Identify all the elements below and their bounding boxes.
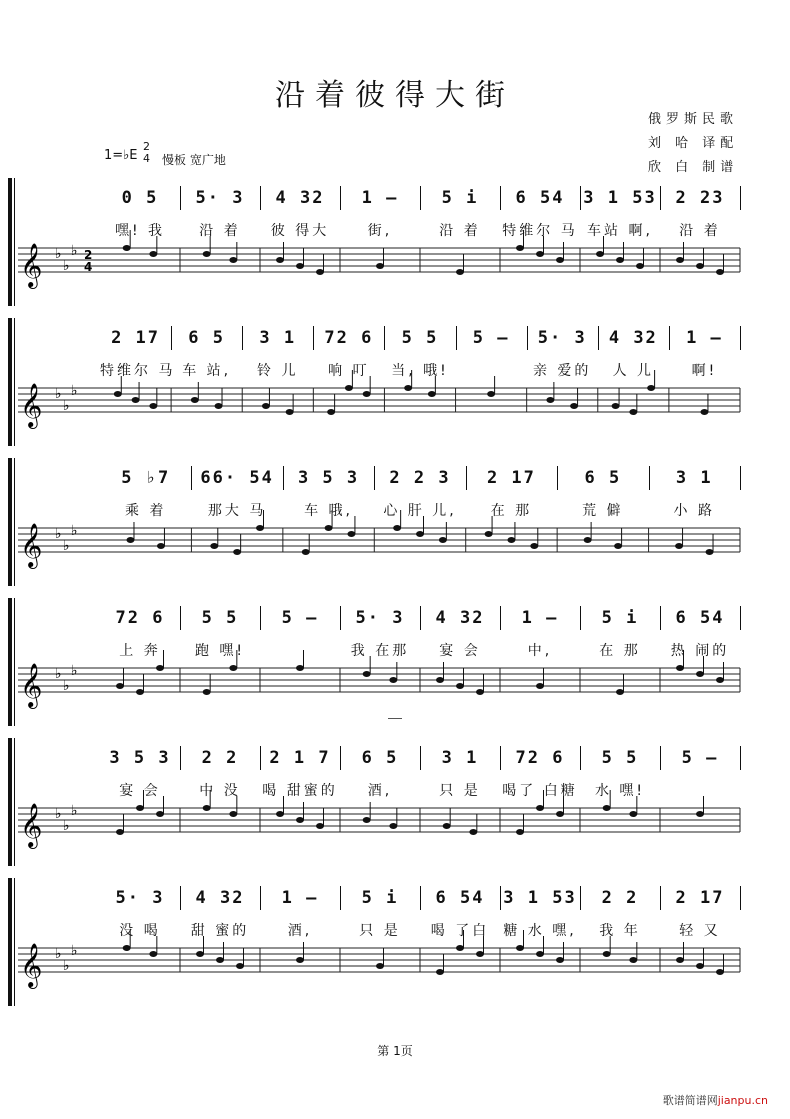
- notehead: [276, 257, 284, 263]
- notehead: [136, 689, 144, 695]
- jianpu-notes: 6 54: [675, 608, 725, 628]
- watermark: [663, 1092, 768, 1108]
- lyric-line: 中,: [527, 643, 553, 659]
- notehead: [603, 805, 611, 811]
- lyric-line: 车 站,: [182, 363, 232, 379]
- jianpu-notes: 6 54: [515, 188, 565, 208]
- jianpu-notes: 2 2: [201, 748, 239, 768]
- notehead: [156, 665, 164, 671]
- jianpu-notes: 5 5: [401, 328, 439, 348]
- notehead: [191, 397, 199, 403]
- notehead: [676, 665, 684, 671]
- jianpu-notes: 3 1 53: [503, 888, 577, 908]
- notehead: [215, 403, 223, 409]
- lyric-line: 糖 水 嘿,: [503, 923, 577, 939]
- flat-icon: ♭: [55, 946, 62, 962]
- notehead: [389, 823, 397, 829]
- lyric-line: 只 是: [439, 783, 481, 799]
- notehead: [556, 257, 564, 263]
- notehead: [436, 969, 444, 975]
- flat-icon: ♭: [71, 383, 78, 399]
- notehead: [149, 251, 157, 257]
- notehead: [229, 665, 237, 671]
- tempo-marking: 慢板 宽广地: [162, 153, 226, 167]
- notehead: [516, 245, 524, 251]
- watermark-cn: 歌谱简谱网: [662, 1094, 718, 1107]
- jianpu-notes: 1 –: [281, 888, 319, 908]
- lyric-line: 宴 会: [119, 783, 161, 799]
- flat-icon: ♭: [71, 523, 78, 539]
- key-time-top: 2: [143, 140, 150, 153]
- notehead: [233, 549, 241, 555]
- jianpu-notes: 72 6: [515, 748, 565, 768]
- notehead: [596, 251, 604, 257]
- notehead: [516, 829, 524, 835]
- notehead: [376, 963, 384, 969]
- treble-clef-icon: 𝄞: [20, 243, 43, 287]
- lyric-line: 没 喝: [119, 923, 161, 939]
- notehead: [363, 671, 371, 677]
- lyric-line: 中 没: [199, 783, 241, 799]
- jianpu-notes: 5 i: [601, 608, 639, 628]
- flat-icon: ♭: [71, 663, 78, 679]
- lyric-line: 街,: [367, 223, 393, 239]
- staff-notation: [0, 598, 790, 726]
- notehead: [376, 263, 384, 269]
- notehead: [229, 811, 237, 817]
- notehead: [570, 403, 578, 409]
- notehead: [123, 945, 131, 951]
- jianpu-notes: 3 1: [675, 468, 713, 488]
- jianpu-notes: 5 5: [601, 748, 639, 768]
- notehead: [428, 391, 436, 397]
- lyric-line: 喝 了白: [430, 923, 490, 939]
- notehead: [536, 805, 544, 811]
- notehead: [676, 257, 684, 263]
- lyric-line: 人 儿: [612, 363, 655, 379]
- notehead: [210, 543, 218, 549]
- song-title: 沿着彼得大街: [275, 78, 515, 113]
- jianpu-notes: 2 2: [601, 888, 639, 908]
- flat-icon: ♭: [71, 243, 78, 259]
- treble-clef-icon: 𝄞: [20, 663, 43, 707]
- notehead: [476, 689, 484, 695]
- notehead: [485, 531, 493, 537]
- flat-icon: ♭: [63, 678, 70, 694]
- notehead: [443, 823, 451, 829]
- notehead: [389, 677, 397, 683]
- lyric-line: 喝 甜蜜的: [262, 783, 338, 799]
- notehead: [157, 543, 165, 549]
- lyric-line: 宴 会: [439, 643, 481, 659]
- jianpu-notes: 6 5: [584, 468, 622, 488]
- lyric-line: 亲 爱的: [532, 363, 592, 379]
- notehead: [636, 263, 644, 269]
- score-system: [0, 318, 790, 446]
- notehead: [256, 525, 264, 531]
- notehead: [716, 969, 724, 975]
- jianpu-notes: 5 –: [472, 328, 510, 348]
- notehead: [345, 385, 353, 391]
- lyric-line: 沿 着: [679, 223, 721, 239]
- key-time-bottom: 4: [143, 152, 150, 165]
- notehead: [584, 537, 592, 543]
- notehead: [276, 811, 284, 817]
- notehead: [530, 543, 538, 549]
- flat-icon: ♭: [63, 958, 70, 974]
- notehead: [132, 397, 140, 403]
- lyric-line: 沿 着: [199, 223, 241, 239]
- notehead: [229, 257, 237, 263]
- notehead: [404, 385, 412, 391]
- notehead: [476, 951, 484, 957]
- notehead: [196, 951, 204, 957]
- treble-clef-icon: 𝄞: [20, 803, 43, 847]
- credits-block: [648, 108, 738, 180]
- notehead: [696, 671, 704, 677]
- score-system: [0, 878, 790, 1006]
- lyric-line: 轻 又: [679, 923, 721, 939]
- time-signature-top: 2: [84, 248, 93, 262]
- notehead: [156, 811, 164, 817]
- jianpu-notes: 2 17: [111, 328, 161, 348]
- lyric-line: 当, 哦!: [391, 363, 449, 379]
- lyric-line: 酒,: [287, 923, 313, 939]
- notehead: [614, 543, 622, 549]
- notehead: [439, 537, 447, 543]
- key-signature: 1=♭E: [104, 148, 138, 163]
- lyric-line: 我 年: [599, 923, 641, 939]
- notehead: [556, 957, 564, 963]
- lyric-line: 甜 蜜的: [190, 923, 250, 939]
- jianpu-notes: 5 i: [441, 188, 479, 208]
- lyric-line: 乘 着: [124, 503, 167, 519]
- watermark-site: jianpu.cn: [717, 1094, 768, 1107]
- lyric-line: 特维尔 马: [502, 223, 578, 239]
- jianpu-notes: 3 1 53: [583, 188, 657, 208]
- credit-engraver: 欣 白 制谱: [648, 160, 739, 175]
- jianpu-notes: 72 6: [324, 328, 374, 348]
- notehead: [469, 829, 477, 835]
- notehead: [216, 957, 224, 963]
- lyric-line: 沿 着: [439, 223, 481, 239]
- jianpu-notes: 5· 3: [195, 188, 245, 208]
- flat-icon: ♭: [55, 386, 62, 402]
- score-system: [0, 738, 790, 866]
- notehead: [629, 957, 637, 963]
- lyric-line: 啊!: [691, 363, 718, 379]
- notehead: [262, 403, 270, 409]
- jianpu-notes: 5· 3: [115, 888, 165, 908]
- jianpu-notes: 3 5 3: [297, 468, 360, 488]
- jianpu-notes: 2 17: [486, 468, 536, 488]
- jianpu-notes: 2 2 3: [389, 468, 451, 488]
- lyric-line: 嘿! 我: [114, 223, 166, 239]
- jianpu-notes: 5 i: [361, 888, 399, 908]
- notehead: [203, 689, 211, 695]
- notehead: [629, 811, 637, 817]
- lyric-line: 车 哦,: [304, 503, 353, 519]
- notehead: [296, 817, 304, 823]
- credit-origin: 俄罗斯民歌: [648, 112, 739, 127]
- notehead: [456, 269, 464, 275]
- lyric-line: 水 嘿!: [594, 783, 646, 799]
- notehead: [203, 805, 211, 811]
- lyric-line: 铃 儿: [257, 363, 299, 379]
- notehead: [676, 957, 684, 963]
- lyric-line: 小 路: [673, 503, 715, 519]
- jianpu-notes: 1 –: [361, 188, 399, 208]
- lyric-line: 我 在那: [350, 643, 410, 659]
- notehead: [696, 811, 704, 817]
- jianpu-notes: 5· 3: [355, 608, 405, 628]
- jianpu-notes: 3 5 3: [109, 748, 171, 768]
- notehead: [487, 391, 495, 397]
- jianpu-notes: 72 6: [115, 608, 165, 628]
- notehead: [316, 269, 324, 275]
- notehead: [363, 817, 371, 823]
- notehead: [327, 409, 335, 415]
- notehead: [616, 689, 624, 695]
- notehead: [616, 257, 624, 263]
- notehead: [456, 945, 464, 951]
- notehead: [507, 537, 515, 543]
- lyric-line: 只 是: [359, 923, 401, 939]
- jianpu-notes: 5 –: [281, 608, 319, 628]
- score-system: [0, 178, 790, 306]
- flat-icon: ♭: [55, 666, 62, 682]
- notehead: [126, 537, 134, 543]
- notehead: [516, 945, 524, 951]
- lyric-line: 喝了 白糖: [502, 783, 578, 799]
- notehead: [546, 397, 554, 403]
- jianpu-notes: 2 23: [675, 188, 725, 208]
- divider-mark: [388, 718, 402, 719]
- jianpu-notes: 4 32: [608, 328, 658, 348]
- notehead: [347, 531, 355, 537]
- jianpu-notes: 1 –: [686, 328, 723, 348]
- jianpu-notes: 4 32: [275, 188, 325, 208]
- notehead: [647, 385, 655, 391]
- jianpu-notes: 5· 3: [537, 328, 587, 348]
- jianpu-notes: 0 5: [121, 188, 159, 208]
- score-system: [0, 458, 790, 586]
- flat-icon: ♭: [63, 398, 70, 414]
- lyric-line: 特维尔 马: [100, 363, 176, 379]
- jianpu-notes: 2 17: [675, 888, 725, 908]
- notehead: [296, 263, 304, 269]
- notehead: [612, 403, 620, 409]
- jianpu-notes: 5 –: [681, 748, 719, 768]
- notehead: [114, 391, 122, 397]
- flat-icon: ♭: [55, 526, 62, 542]
- lyric-line: 酒,: [367, 783, 393, 799]
- jianpu-notes: 4 32: [195, 888, 245, 908]
- notehead: [416, 531, 424, 537]
- notehead: [536, 251, 544, 257]
- notehead: [363, 391, 371, 397]
- page-number: 第 1页: [377, 1044, 413, 1058]
- jianpu-notes: 5 ♭7: [121, 468, 171, 488]
- notehead: [116, 683, 124, 689]
- notehead: [700, 409, 708, 415]
- notehead: [716, 677, 724, 683]
- flat-icon: ♭: [55, 246, 62, 262]
- jianpu-notes: 66· 54: [200, 468, 274, 488]
- notehead: [696, 263, 704, 269]
- notehead: [149, 403, 157, 409]
- flat-icon: ♭: [63, 538, 70, 554]
- staff-notation: [0, 458, 790, 586]
- lyric-line: 彼 得大: [270, 223, 330, 239]
- notehead: [716, 269, 724, 275]
- lyric-line: 在 那: [490, 503, 533, 519]
- notehead: [556, 811, 564, 817]
- notehead: [286, 409, 294, 415]
- notehead: [603, 951, 611, 957]
- notehead: [325, 525, 333, 531]
- jianpu-notes: 4 32: [435, 608, 485, 628]
- notehead: [123, 245, 131, 251]
- jianpu-notes: 6 5: [188, 328, 226, 348]
- lyric-line: 心 肝 儿,: [383, 503, 457, 519]
- notehead: [456, 683, 464, 689]
- jianpu-notes: 6 54: [435, 888, 485, 908]
- time-signature-bottom: 4: [84, 260, 93, 274]
- treble-clef-icon: 𝄞: [20, 383, 43, 427]
- score-system: [0, 598, 790, 726]
- flat-icon: ♭: [71, 943, 78, 959]
- notehead: [149, 951, 157, 957]
- staff-notation: [0, 178, 790, 306]
- jianpu-notes: 2 1 7: [269, 748, 331, 768]
- notehead: [302, 549, 310, 555]
- flat-icon: ♭: [55, 806, 62, 822]
- jianpu-notes: 3 1: [259, 328, 297, 348]
- notehead: [536, 951, 544, 957]
- notehead: [436, 677, 444, 683]
- notehead: [316, 823, 324, 829]
- lyric-line: 那大 马: [207, 503, 267, 519]
- notehead: [536, 683, 544, 689]
- treble-clef-icon: 𝄞: [20, 523, 43, 567]
- credit-translator: 刘 哈 译配: [648, 136, 739, 151]
- notehead: [136, 805, 144, 811]
- flat-icon: ♭: [71, 803, 78, 819]
- lyric-line: 荒 僻: [582, 503, 624, 519]
- notehead: [629, 409, 637, 415]
- notehead: [116, 829, 124, 835]
- lyric-line: 响 叮: [328, 363, 370, 379]
- notehead: [236, 963, 244, 969]
- lyric-line: 在 那: [599, 643, 641, 659]
- staff-notation: [0, 878, 790, 1006]
- notehead: [296, 957, 304, 963]
- notehead: [203, 251, 211, 257]
- notehead: [296, 665, 304, 671]
- jianpu-notes: 6 5: [361, 748, 399, 768]
- lyric-line: 跑 嘿!: [194, 643, 246, 659]
- treble-clef-icon: 𝄞: [20, 943, 43, 987]
- jianpu-notes: 5 5: [201, 608, 239, 628]
- lyric-line: 上 奔: [119, 643, 161, 659]
- jianpu-notes: 1 –: [521, 608, 559, 628]
- notehead: [706, 549, 714, 555]
- notehead: [696, 963, 704, 969]
- staff-notation: [0, 738, 790, 866]
- key-time-signature: [143, 141, 150, 165]
- notehead: [393, 525, 401, 531]
- notehead: [675, 543, 683, 549]
- lyric-line: 车站 啊,: [587, 223, 653, 239]
- lyric-line: 热 闹的: [670, 643, 730, 659]
- staff-notation: [0, 318, 790, 446]
- flat-icon: ♭: [63, 818, 70, 834]
- jianpu-notes: 3 1: [441, 748, 479, 768]
- flat-icon: ♭: [63, 258, 70, 274]
